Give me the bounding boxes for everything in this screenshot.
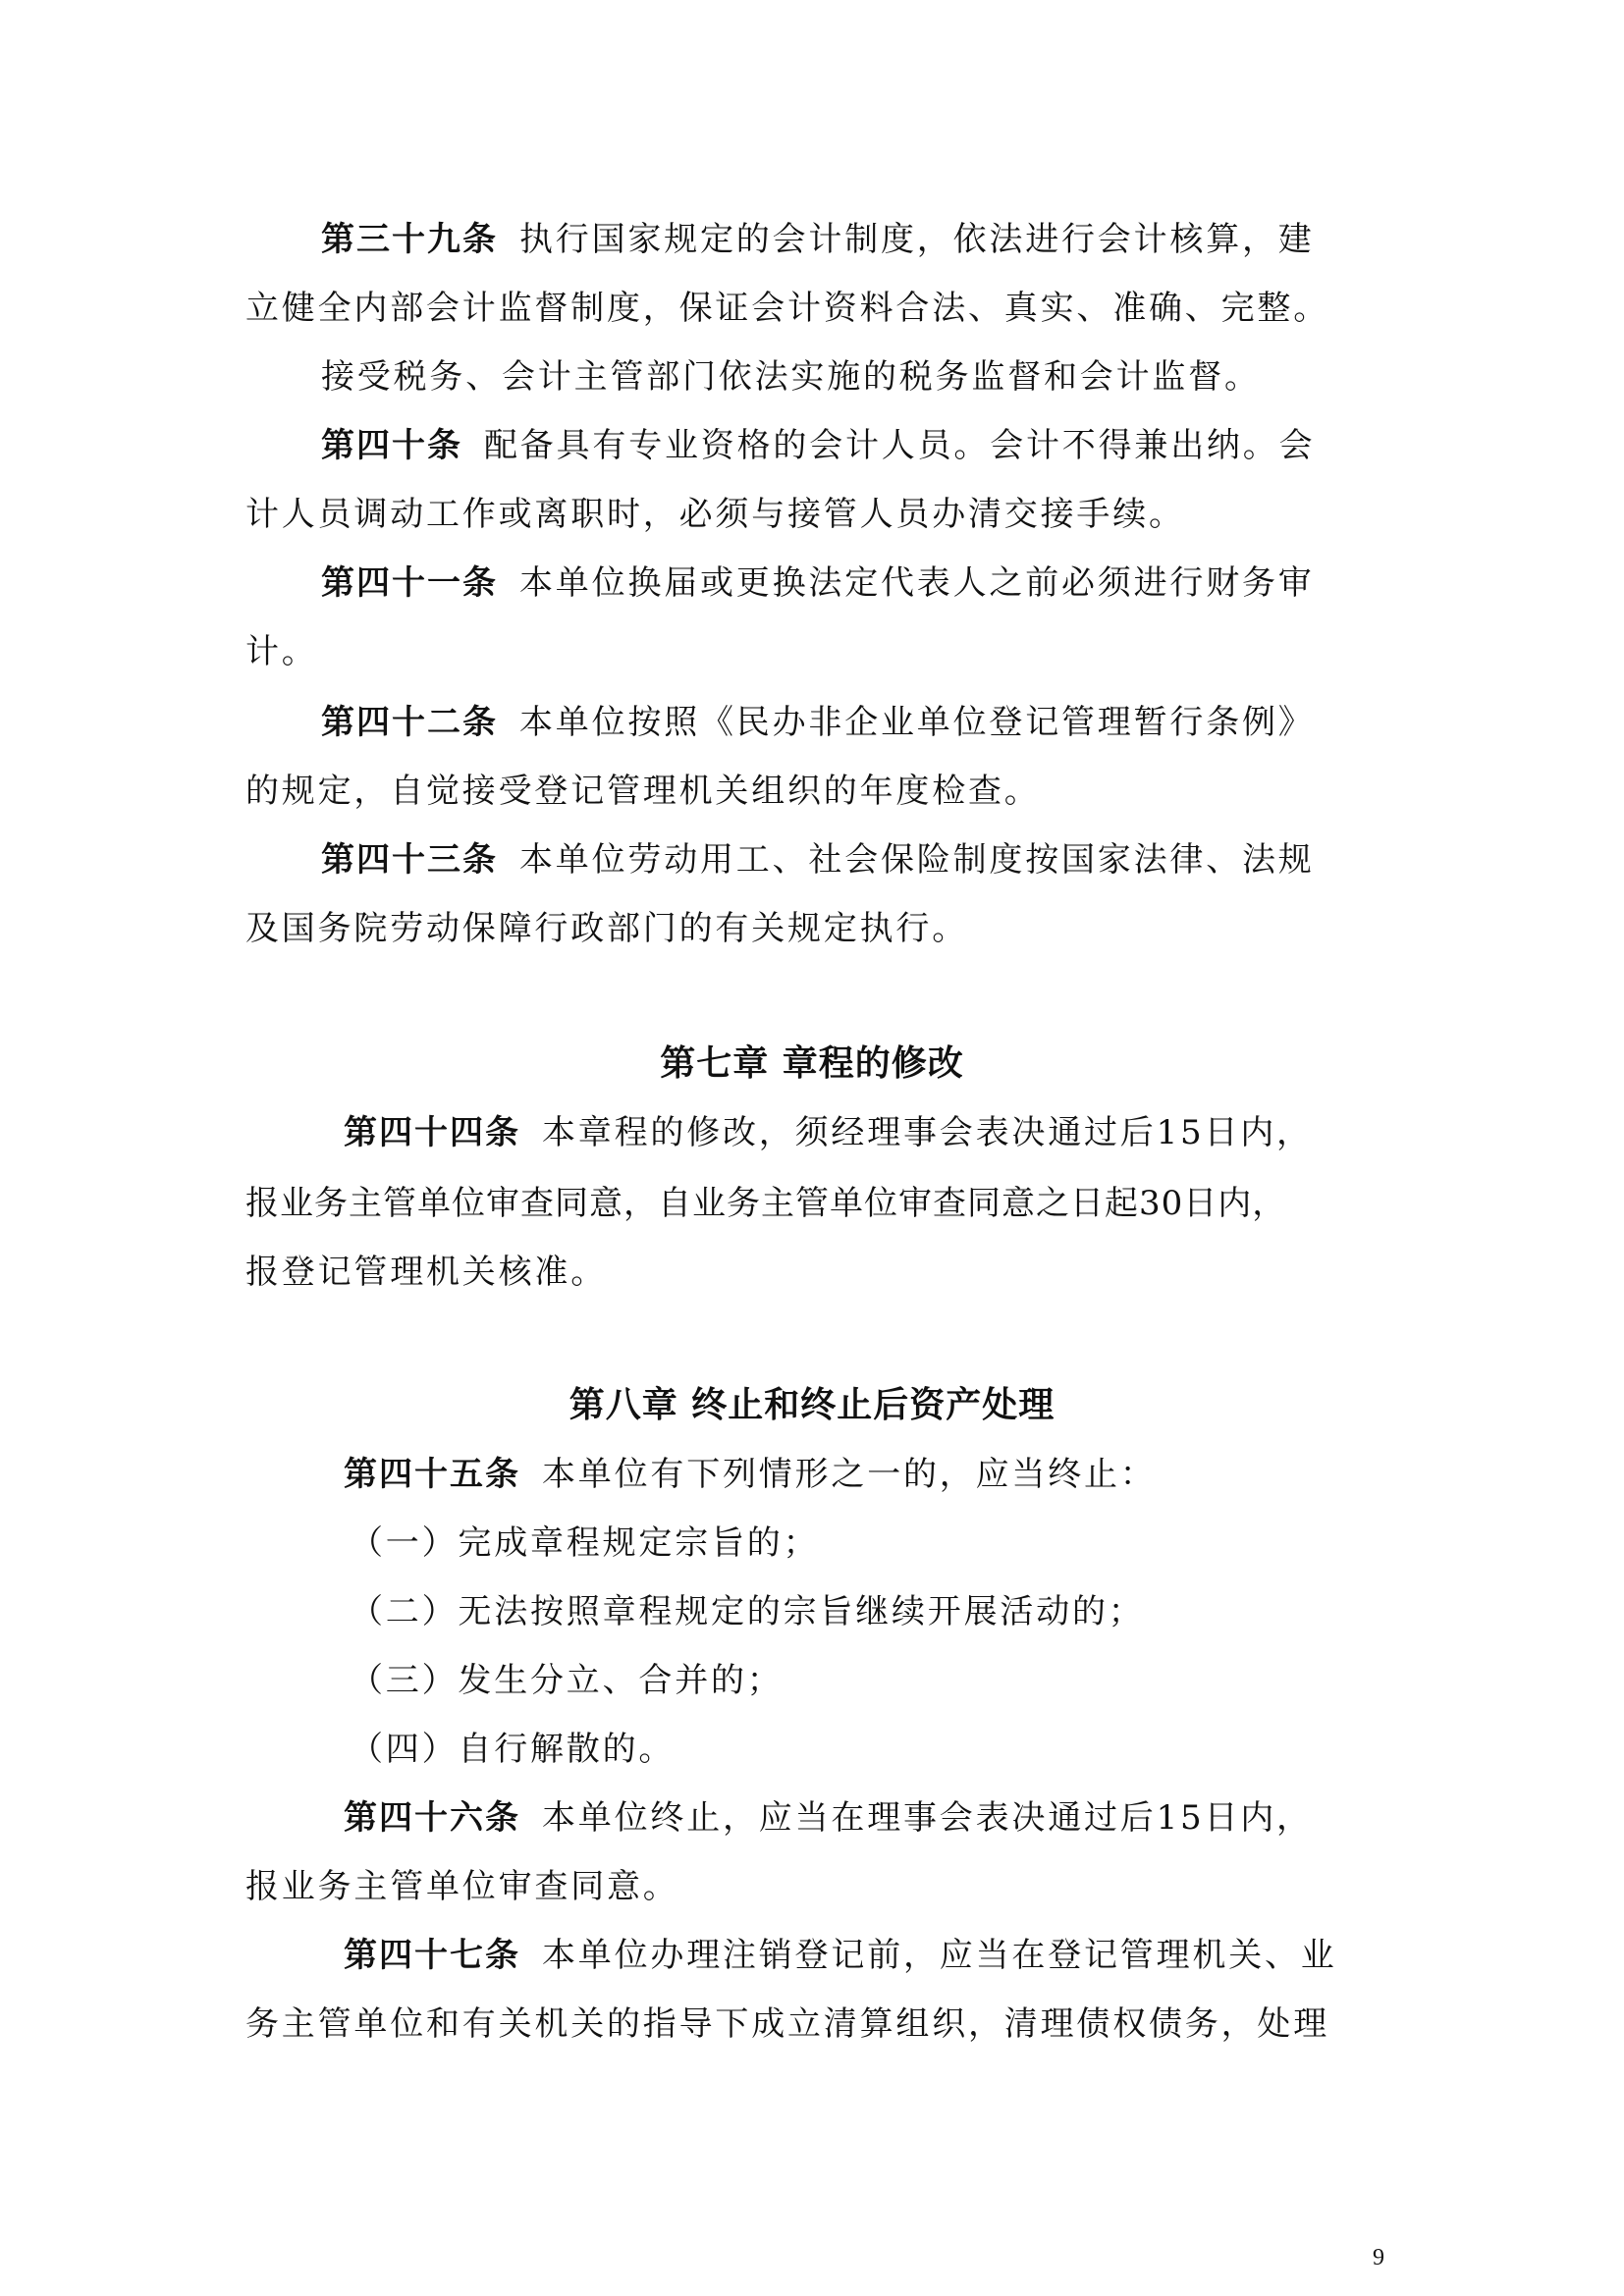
article-41-line-2: [245, 628, 318, 675]
article-text: 本单位劳动用工、社会保险制度按国家法律、法规: [519, 840, 1315, 880]
list-item-text: （二）无法按照章程规定的宗旨继续开展活动的；: [350, 1592, 1145, 1631]
list-item-text: （三）发生分立、合并的；: [350, 1661, 784, 1700]
article-39-line-2: [245, 285, 1329, 332]
list-item-1: [350, 1520, 819, 1567]
article-text: 执行国家规定的会计制度，依法进行会计核算，建: [519, 220, 1315, 259]
article-45-line-1: [344, 1451, 1157, 1498]
article-46-line-2: [245, 1863, 679, 1910]
article-43-line-2: [245, 905, 968, 952]
article-44-line-3: [245, 1249, 607, 1296]
article-label: 第四十五条: [344, 1455, 520, 1494]
body-text: 立健全内部会计监督制度，保证会计资料合法、真实、准确、完整。: [245, 289, 1329, 328]
list-item-text: （一）完成章程规定宗旨的；: [350, 1523, 820, 1563]
article-41-line-1: [321, 560, 1315, 607]
article-text: 本章程的修改，须经理事会表决通过后15日内，: [542, 1113, 1313, 1152]
body-text: 及国务院劳动保障行政部门的有关规定执行。: [245, 909, 968, 948]
article-text: 本单位终止，应当在理事会表决通过后15日内，: [542, 1798, 1313, 1838]
article-39-line-1: [321, 216, 1315, 263]
article-39-line-3: [321, 353, 1261, 400]
article-text: 本单位办理注销登记前，应当在登记管理机关、业: [542, 1936, 1337, 1975]
chapter-7-heading: 第七章 章程的修改: [660, 1043, 964, 1084]
article-label: 第四十七条: [344, 1936, 520, 1975]
list-item-2: [350, 1588, 1145, 1635]
article-44-line-1: [344, 1109, 1313, 1156]
body-text: 计。: [245, 632, 318, 671]
body-text: 报业务主管单位审查同意。: [245, 1867, 679, 1906]
list-item-3: [350, 1657, 784, 1704]
article-44-line-2: [245, 1180, 1286, 1227]
article-47-line-1: [344, 1932, 1337, 1979]
article-label: 第四十三条: [321, 840, 498, 880]
article-label: 第四十条: [321, 426, 462, 465]
article-47-line-2: [245, 2001, 1329, 2048]
list-item-4: [350, 1726, 675, 1773]
article-40-line-1: [321, 422, 1315, 469]
chapter-8-heading: 第八章 终止和终止后资产处理: [568, 1385, 1056, 1425]
article-label: 第四十四条: [344, 1113, 520, 1152]
body-text: 接受税务、会计主管部门依法实施的税务监督和会计监督。: [321, 357, 1261, 397]
body-text: 报登记管理机关核准。: [245, 1253, 607, 1292]
body-text: 的规定，自觉接受登记管理机关组织的年度检查。: [245, 772, 1041, 811]
article-label: 第四十六条: [344, 1798, 520, 1838]
article-42-line-2: [245, 768, 1041, 815]
article-43-line-1: [321, 836, 1315, 883]
body-text: 报业务主管单位审查同意，自业务主管单位审查同意之日起30日内，: [245, 1184, 1287, 1223]
page-number: 9: [1373, 2245, 1384, 2270]
article-text: 配备具有专业资格的会计人员。会计不得兼出纳。会: [484, 426, 1316, 465]
article-text: 本单位换届或更换法定代表人之前必须进行财务审: [519, 563, 1315, 603]
article-42-line-1: [321, 699, 1315, 746]
list-item-text: （四）自行解散的。: [350, 1730, 676, 1769]
article-46-line-1: [344, 1794, 1313, 1842]
article-text: 本单位有下列情形之一的，应当终止：: [542, 1455, 1157, 1494]
body-text: 计人员调动工作或离职时，必须与接管人员办清交接手续。: [245, 495, 1185, 534]
article-label: 第四十一条: [321, 563, 498, 603]
body-text: 务主管单位和有关机关的指导下成立清算组织，清理债权债务，处理: [245, 2004, 1329, 2044]
article-label: 第四十二条: [321, 703, 498, 742]
article-40-line-2: [245, 491, 1185, 538]
article-text: 本单位按照《民办非企业单位登记管理暂行条例》: [519, 703, 1315, 742]
article-label: 第三十九条: [321, 220, 498, 259]
